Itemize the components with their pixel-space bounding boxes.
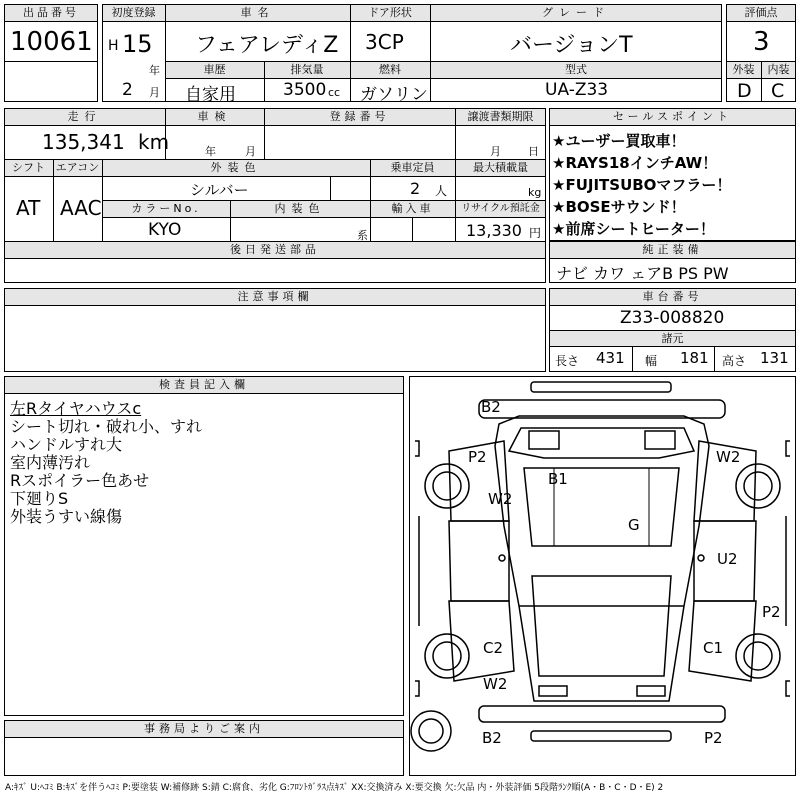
office-label: 事務局よりご案内 — [144, 722, 264, 735]
lot-number: 10061 — [10, 27, 93, 57]
inspector-note: ハンドルすれ大 — [10, 435, 123, 454]
month-unit: 月 — [149, 86, 160, 99]
damage-label: W2 — [716, 448, 741, 466]
equipment-value: ナビ カワ ェアB PS PW — [556, 264, 729, 283]
recycle-unit: 円 — [529, 226, 542, 240]
year-label: 初度登録 — [111, 6, 156, 19]
sales-point: ★前席シートヒーター！ — [552, 220, 715, 238]
mileage-unit: km — [138, 130, 170, 154]
reg-label: 登録番号 — [329, 110, 390, 123]
mileage-value: 135,341 — [42, 130, 125, 154]
shift-label: シフト — [12, 161, 45, 174]
legend: A:ｷｽﾞ U:ﾍｺﾐ B:ｷｽﾞを伴うﾍｺﾐ P:要塗装 W:補修跡 S:錆 C:腐食、劣化 G:ﾌﾛﾝﾄｶﾞﾗｽ点ｷｽﾞ XX:交換済み X:要交換 欠:欠品 内・外装評価 5段階ﾗﾝｸ順(A・B・C・D・E) 2 — [5, 783, 664, 793]
year-value: 15 — [122, 30, 153, 58]
month-value: 2 — [122, 80, 133, 100]
color-no-value: KYO — [148, 220, 182, 240]
interior-label: 内装 — [767, 63, 790, 76]
capacity-unit: 人 — [435, 184, 448, 198]
parts-label: 後日発送部品 — [230, 243, 320, 256]
interior-score: C — [771, 80, 785, 102]
sales-label: セールスポイント — [612, 110, 732, 123]
damage-label: P2 — [762, 603, 781, 621]
doc-label: 譲渡書類期限 — [467, 110, 534, 123]
score-value: 3 — [753, 27, 770, 57]
damage-label: B1 — [548, 470, 568, 488]
era: H — [108, 38, 119, 54]
doc-month-unit: 月 — [490, 145, 501, 158]
grade-label: グレード — [542, 6, 610, 19]
fuel-label: 燃料 — [379, 63, 401, 76]
recycle-label: リサイクル預託金 — [461, 203, 540, 214]
displacement-label: 排気量 — [290, 63, 324, 76]
inspector-label: 検査員記入欄 — [159, 378, 249, 391]
mileage-label: 走行 — [67, 110, 102, 123]
width-value: 181 — [680, 349, 709, 367]
height-label: 高さ — [722, 354, 747, 368]
inspector-note: 左Rタイヤハウスc — [10, 399, 142, 418]
chassis-value: Z33-008820 — [620, 308, 725, 328]
name-label: 車名 — [240, 6, 275, 19]
damage-label: W2 — [488, 490, 513, 508]
height-value: 131 — [760, 349, 789, 367]
shift-value: AT — [16, 196, 41, 220]
history-label: 車歴 — [203, 63, 226, 76]
exterior-score: D — [737, 80, 752, 102]
damage-label: C2 — [483, 639, 504, 657]
int-color-unit: 系 — [357, 229, 368, 242]
equipment-label: 純正装備 — [642, 243, 703, 256]
length-value: 431 — [596, 349, 625, 367]
car-diagram — [409, 376, 796, 776]
displacement-unit: cc — [328, 86, 341, 99]
insp-month-unit: 月 — [245, 145, 256, 158]
capacity-value: 2 — [410, 179, 421, 198]
inspector-note: 外装うすい線傷 — [10, 507, 123, 526]
sales-point: ★RAYS18インチAW！ — [552, 154, 718, 172]
sales-point: ★BOSEサウンド！ — [552, 198, 686, 216]
history-value: 自家用 — [185, 85, 236, 105]
sales-point: ★FUJITSUBOマフラー！ — [552, 176, 732, 194]
model-label: 型式 — [565, 63, 587, 76]
inspector-note: シート切れ・破れ小、すれ — [10, 417, 203, 436]
door-value: 3CP — [365, 30, 404, 54]
ac-label: エアコン — [55, 161, 100, 174]
load-unit: kg — [528, 186, 542, 199]
door-label: ドア形状 — [368, 6, 412, 19]
damage-label: G — [628, 516, 640, 534]
color-no-label: カラーNo. — [131, 202, 201, 215]
width-label: 幅 — [645, 354, 658, 368]
displacement-value: 3500 — [283, 80, 327, 100]
car-name: フェアレディZ — [195, 33, 339, 58]
inspection-label: 車検 — [197, 110, 232, 123]
damage-label: B2 — [482, 729, 502, 747]
notes-label: 注意事項欄 — [237, 290, 313, 303]
year-unit: 年 — [149, 64, 160, 77]
int-color-label: 内装色 — [274, 202, 326, 215]
damage-label: W2 — [483, 675, 508, 693]
damage-label: B2 — [481, 398, 501, 416]
grade-value: バージョンT — [510, 33, 633, 58]
sales-point: ★ユーザー買取車！ — [552, 132, 686, 150]
exterior-label: 外装 — [732, 63, 755, 76]
dims-label: 諸元 — [661, 332, 684, 345]
damage-label: P2 — [704, 729, 723, 747]
recycle-value: 13,330 — [466, 221, 522, 240]
lot-label: 出品番号 — [23, 6, 79, 19]
score-label: 評価点 — [744, 6, 778, 19]
fuel-value: ガソリン — [360, 85, 428, 105]
damage-label: C1 — [703, 639, 724, 657]
import-label: 輸入車 — [391, 202, 434, 215]
capacity-label: 乗車定員 — [390, 161, 435, 174]
inspector-note: 下廻りS — [10, 489, 69, 508]
color-label: 外装色 — [210, 161, 262, 174]
ac-value: AAC — [60, 196, 102, 220]
insp-year-unit: 年 — [205, 145, 216, 158]
inspector-note: 室内薄汚れ — [10, 453, 91, 472]
model-value: UA-Z33 — [545, 80, 609, 100]
color-value: シルバー — [190, 181, 249, 199]
inspector-note: Rスポイラー色あせ — [10, 471, 150, 490]
chassis-label: 車台番号 — [642, 290, 703, 303]
damage-label: P2 — [468, 448, 487, 466]
doc-day-unit: 日 — [528, 145, 539, 158]
damage-label: U2 — [717, 550, 738, 568]
load-label: 最大積載量 — [473, 161, 528, 174]
length-label: 長さ — [555, 354, 580, 368]
